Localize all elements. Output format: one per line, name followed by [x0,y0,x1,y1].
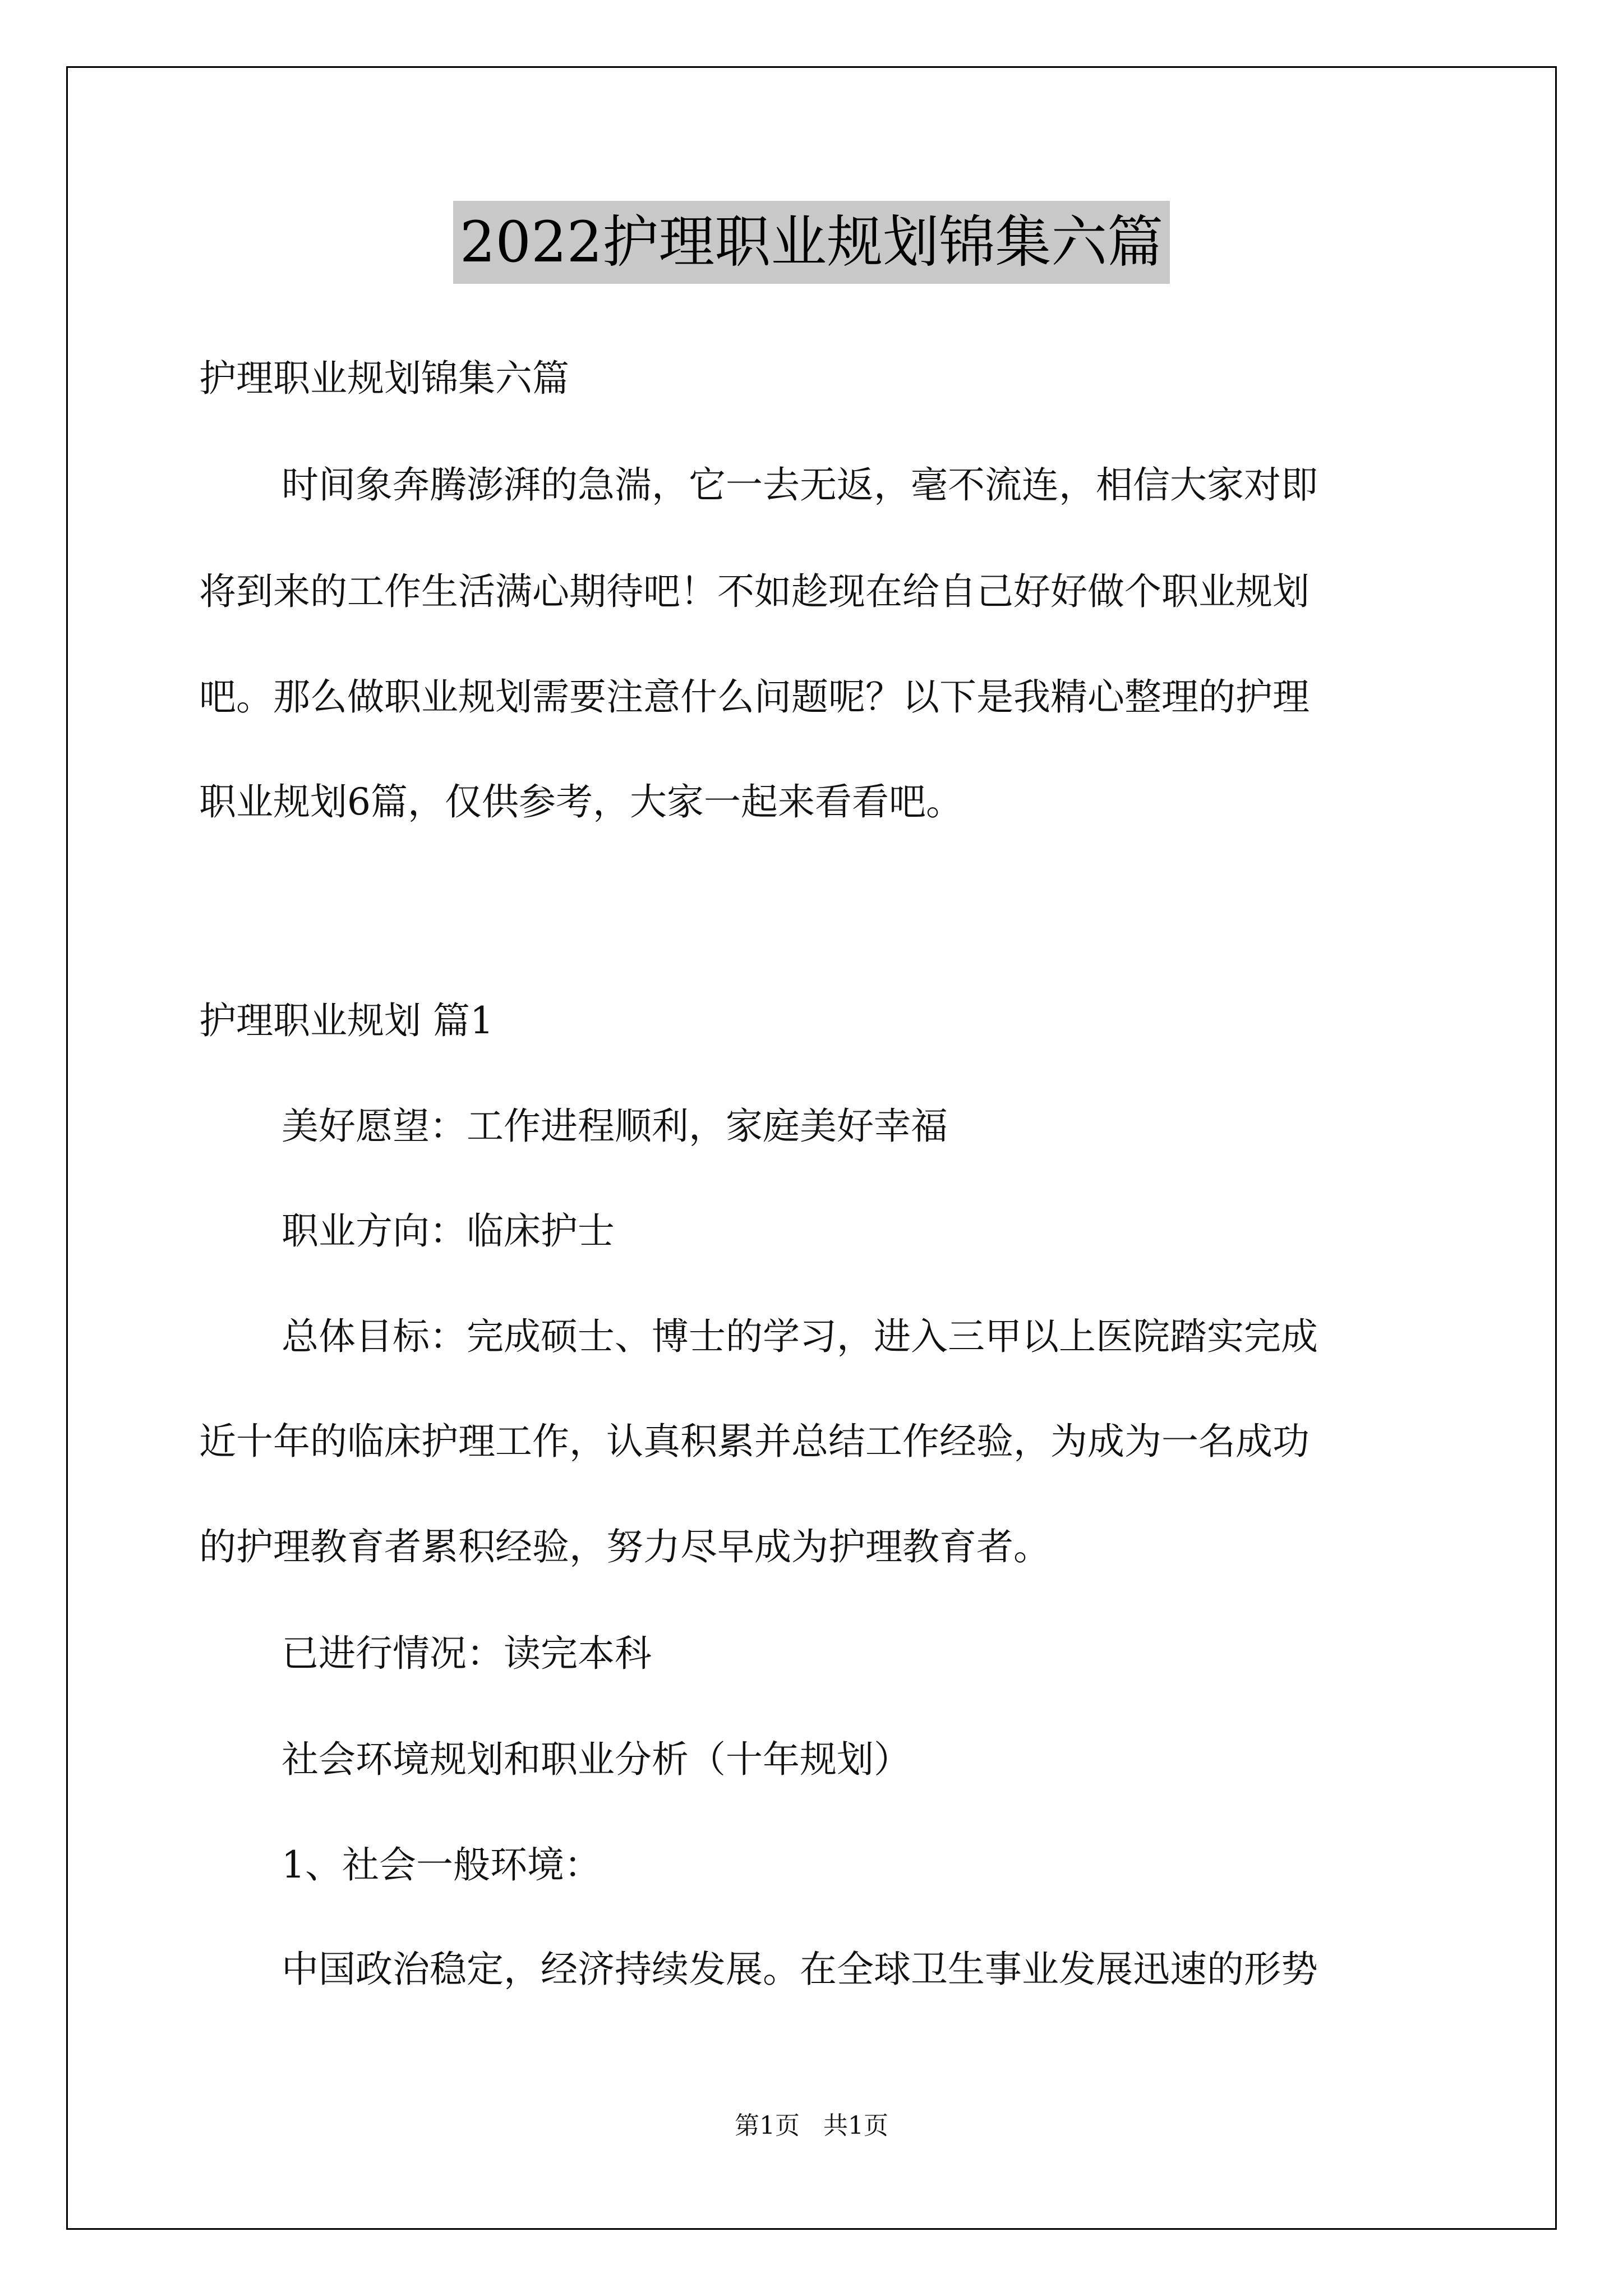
paragraph-line: 职业规划6篇，仅供参考，大家一起来看看吧。 [199,780,963,823]
paragraph-line: 将到来的工作生活满心期待吧！不如趁现在给自己好好做个职业规划 [199,570,1310,613]
page-number: 第1页 [735,2111,800,2140]
paragraph-line: 中国政治稳定，经济持续发展。在全球卫生事业发展迅速的形势 [282,1948,1318,1991]
page-total: 共1页 [823,2111,888,2140]
paragraph-line: 总体目标：完成硕士、博士的学习，进入三甲以上医院踏实完成 [282,1315,1318,1358]
document-title: 2022护理职业规划锦集六篇 [453,201,1170,284]
paragraph-line: 的护理教育者累积经验，努力尽早成为护理教育者。 [199,1525,1050,1568]
paragraph-line: 时间象奔腾澎湃的急湍，它一去无返，毫不流连，相信大家对即 [282,463,1318,507]
paragraph-line: 已进行情况：读完本科 [282,1632,652,1675]
title-container [0,201,1623,284]
paragraph-line: 近十年的临床护理工作，认真积累并总结工作经验，为成为一名成功 [199,1420,1310,1463]
paragraph-line: 美好愿望：工作进程顺利，家庭美好幸福 [282,1105,948,1148]
paragraph-line: 社会环境规划和职业分析（十年规划） [282,1738,911,1781]
section-heading: 护理职业规划 篇1 [199,999,494,1042]
paragraph-line: 吧。那么做职业规划需要注意什么问题呢？以下是我精心整理的护理 [199,675,1310,719]
paragraph-line: 1、社会一般环境： [282,1843,601,1887]
page-footer [0,2109,1623,2143]
paragraph-line: 职业方向：临床护士 [282,1209,615,1253]
subtitle-line: 护理职业规划锦集六篇 [199,357,569,400]
